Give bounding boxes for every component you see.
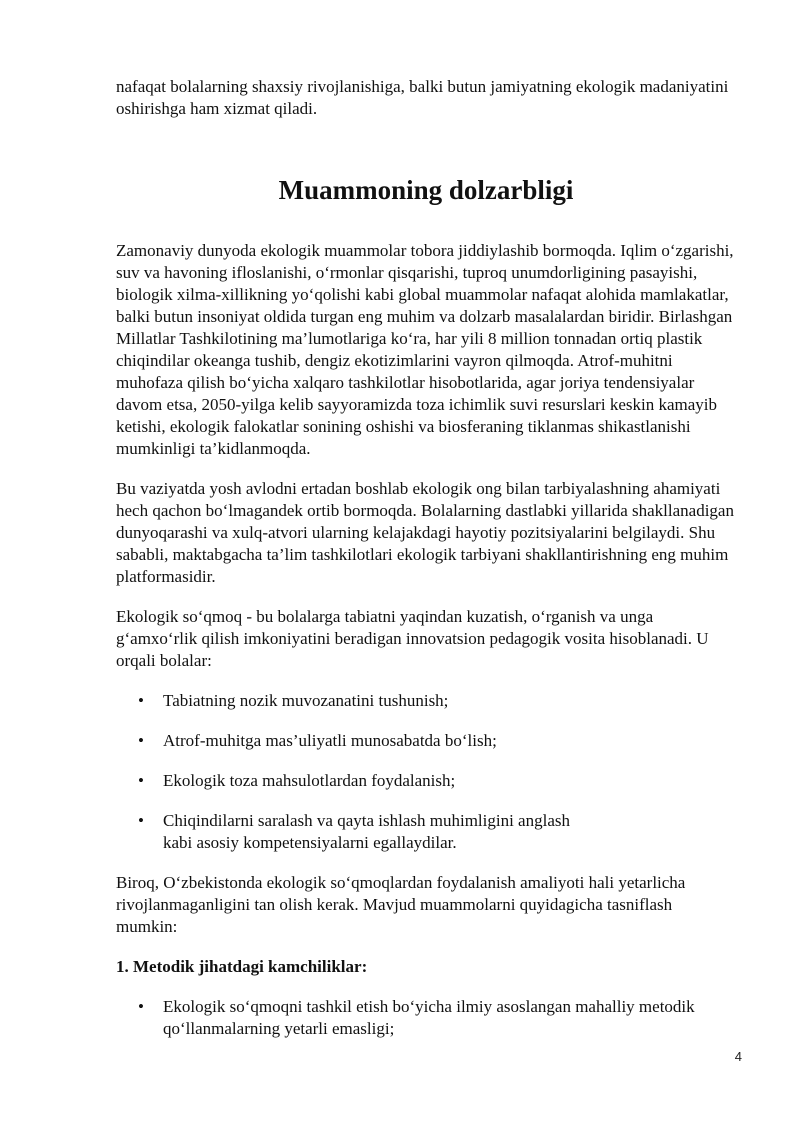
paragraph-ecological-trail: Ekologik so‘qmoq - bu bolalarga tabiatni yaqindan kuzatish, o‘rganish va unga g‘amxo‘rlik qilish imkoniyatini beradigan innovatsion pedagogik vosita hisoblanadi. U orqali bolalar: <box>116 607 709 670</box>
intro-paragraph: nafaqat bolalarning shaxsiy rivojlanishiga, balki butun jamiyatning ekologik madaniyatini oshirishga ham xizmat qiladi. <box>116 77 729 118</box>
list-item <box>116 770 736 792</box>
bullet-icon: • <box>138 997 144 1016</box>
bullet-icon: • <box>138 731 144 750</box>
list-item-text: Tabiatning nozik muvozanatini tushunish; <box>163 691 449 710</box>
subheading: 1. Metodik jihatdagi kamchiliklar: <box>116 957 368 976</box>
list-item-text: Chiqindilarni saralash va qayta ishlash muhimligini anglash <box>163 811 570 830</box>
competencies-list <box>116 690 736 854</box>
list-item <box>116 730 736 752</box>
list-item-text: Ekologik so‘qmoqni tashkil etish bo‘yicha ilmiy asoslangan mahalliy metodik qo‘llanmalarning yetarli emasligi; <box>163 997 695 1038</box>
list-item <box>116 810 736 854</box>
list-item <box>116 690 736 712</box>
list-item <box>116 996 736 1040</box>
bullet-icon: • <box>138 771 144 790</box>
list-item-text: Ekologik toza mahsulotlardan foydalanish; <box>163 771 456 790</box>
bullet-icon: • <box>138 811 144 830</box>
bullet-icon: • <box>138 691 144 710</box>
list-item-text: Atrof-muhitga mas’uliyatli munosabatda bo‘lish; <box>163 731 497 750</box>
method-issues-list <box>116 996 736 1040</box>
paragraph-global-problems: Zamonaviy dunyoda ekologik muammolar tobora jiddiylashib bormoqda. Iqlim o‘zgarishi, suv va havoning ifloslanishi, o‘rmonlar qisqarishi, tuproq unumdorligining pasayishi, biologik xilma-xillikning yo‘qolishi kabi global muammolar nafaqat alohida mamlakatlar, balki butun insoniyat oldida turgan eng muhim va dolzarb masalalardan biridir. Birlashgan Millatlar Tashkilotining ma’lumotlariga ko‘ra, har yili 8 million tonnadan ortiq plastik chiqindilar okeanga tushib, dengiz ekotizimlarini vayron qilmoqda. Atrof-muhitni muhofaza qilish bo‘yicha xalqaro tashkilotlar hisobotlarida, agar joriya tendensiyalar davom etsa, 2050-yilga kelib sayyoramizda toza ichimlik suvi resurslari keskin kamayib ketishi, ekologik falokatlar sonining oshishi va biosferaning tiklanmas shikastlanishi mumkinligi ta’kidlanmoqda. <box>116 241 734 458</box>
list-item-continuation: kabi asosiy kompetensiyalarni egallaydilar. <box>163 833 457 852</box>
paragraph-young-generation: Bu vaziyatda yosh avlodni ertadan boshlab ekologik ong bilan tarbiyalashning ahamiyati hech qachon bo‘lmagandek ortib bormoqda. Bolalarning dastlabki yillarida shakllanadigan dunyoqarashi va xulq-atvori ularning kelajakdagi hayotiy pozitsiyalarini belgilaydi. Shu sababli, maktabgacha ta’lim tashkilotlari ekologik tarbiyani shakllantirishning eng muhim platformasidir. <box>116 479 734 586</box>
document-page <box>116 76 736 1058</box>
page-number: 4 <box>734 1049 742 1064</box>
closing-paragraph: Biroq, O‘zbekistonda ekologik so‘qmoqlardan foydalanish amaliyoti hali yetarlicha rivojlanmaganligini tan olish kerak. Mavjud muammolarni quyidagicha tasniflash mumkin: <box>116 873 686 936</box>
section-title: Muammoning dolzarbligi <box>278 175 574 205</box>
